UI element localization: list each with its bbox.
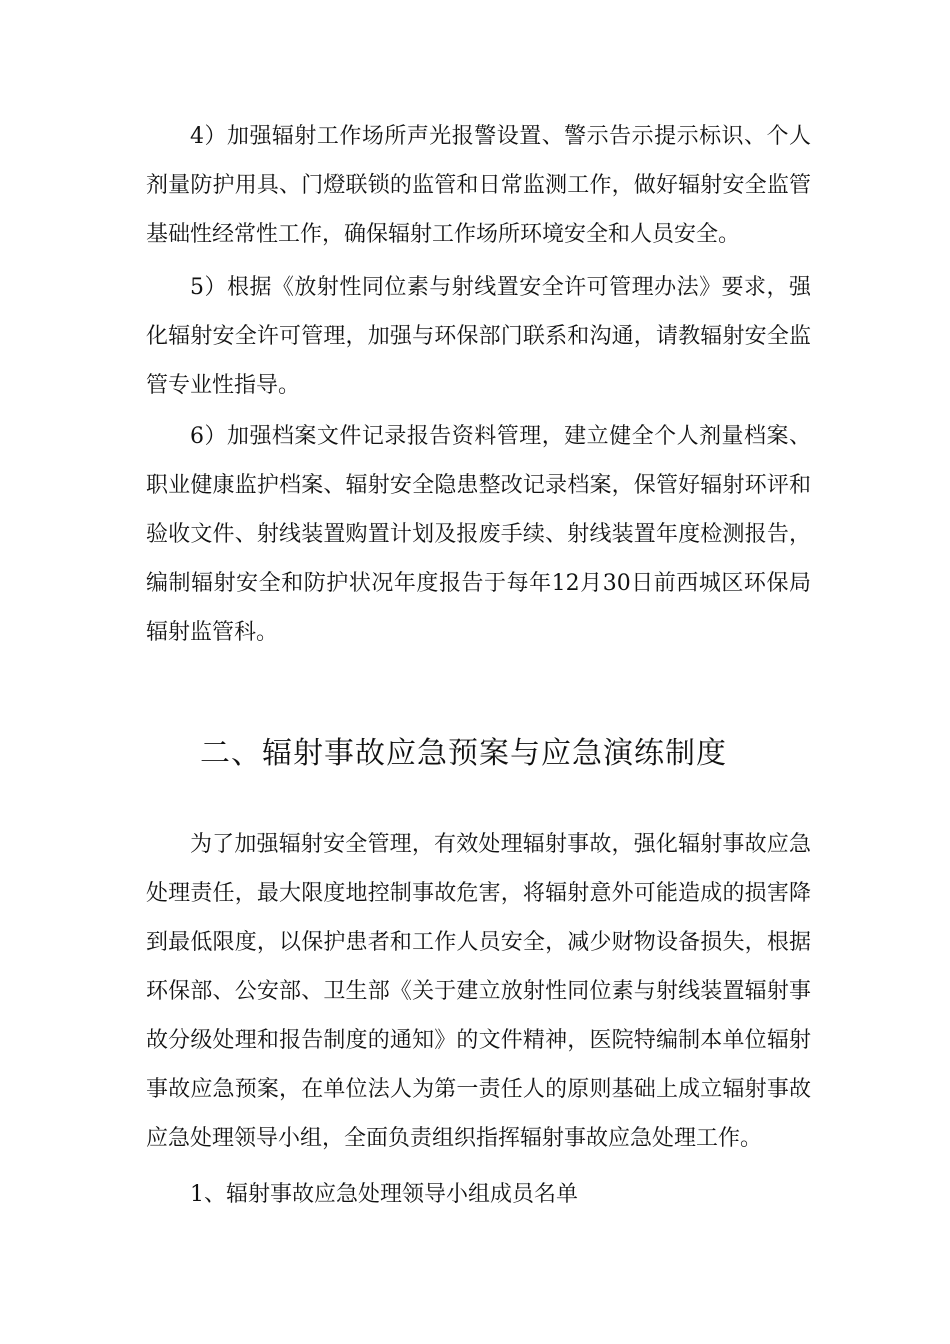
paragraph-item-4: 4）加强辐射工作场所声光报警设置、警示告示提示标识、个人剂量防护用具、门燈联锁的监管和日常监测工作，做好辐射安全监管基础性经常性工作，确保辐射工作场所环境安全和人员安全。 xyxy=(146,124,811,247)
section-heading: 二、辐射事故应急预案与应急演练制度 xyxy=(200,736,727,771)
list-item-1: 1、辐射事故应急处理领导小组成员名单 xyxy=(190,1182,578,1207)
paragraph-item-5: 5）根据《放射性同位素与射线置安全许可管理办法》要求，强化辐射安全许可管理，加强与环保部门联系和沟通，请教辐射安全监管专业性指导。 xyxy=(146,275,811,398)
paragraph-item-6: 6）加强档案文件记录报告资料管理，建立健全个人剂量档案、职业健康监护档案、辐射安全隐患整改记录档案，保管好辐射环评和验收文件、射线装置购置计划及报废手续、射线装置年度检测报告，编制辐射安全和防护状况年度报告于每年12月30日前西城区环保局辐射监管科。 xyxy=(146,424,811,645)
paragraph-intro: 为了加强辐射安全管理，有效处理辐射事故，强化辐射事故应急处理责任，最大限度地控制事故危害，将辐射意外可能造成的损害降到最低限度，以保护患者和工作人员安全，减少财物设备损失，根据环保部、公安部、卫生部《关于建立放射性同位素与射线装置辐射事故分级处理和报告制度的通知》的文件精神，医院特编制本单位辐射事故应急预案，在单位法人为第一责任人的原则基础上成立辐射事故应急处理领导小组，全面负责组织指挥辐射事故应急处理工作。 xyxy=(146,832,811,1151)
